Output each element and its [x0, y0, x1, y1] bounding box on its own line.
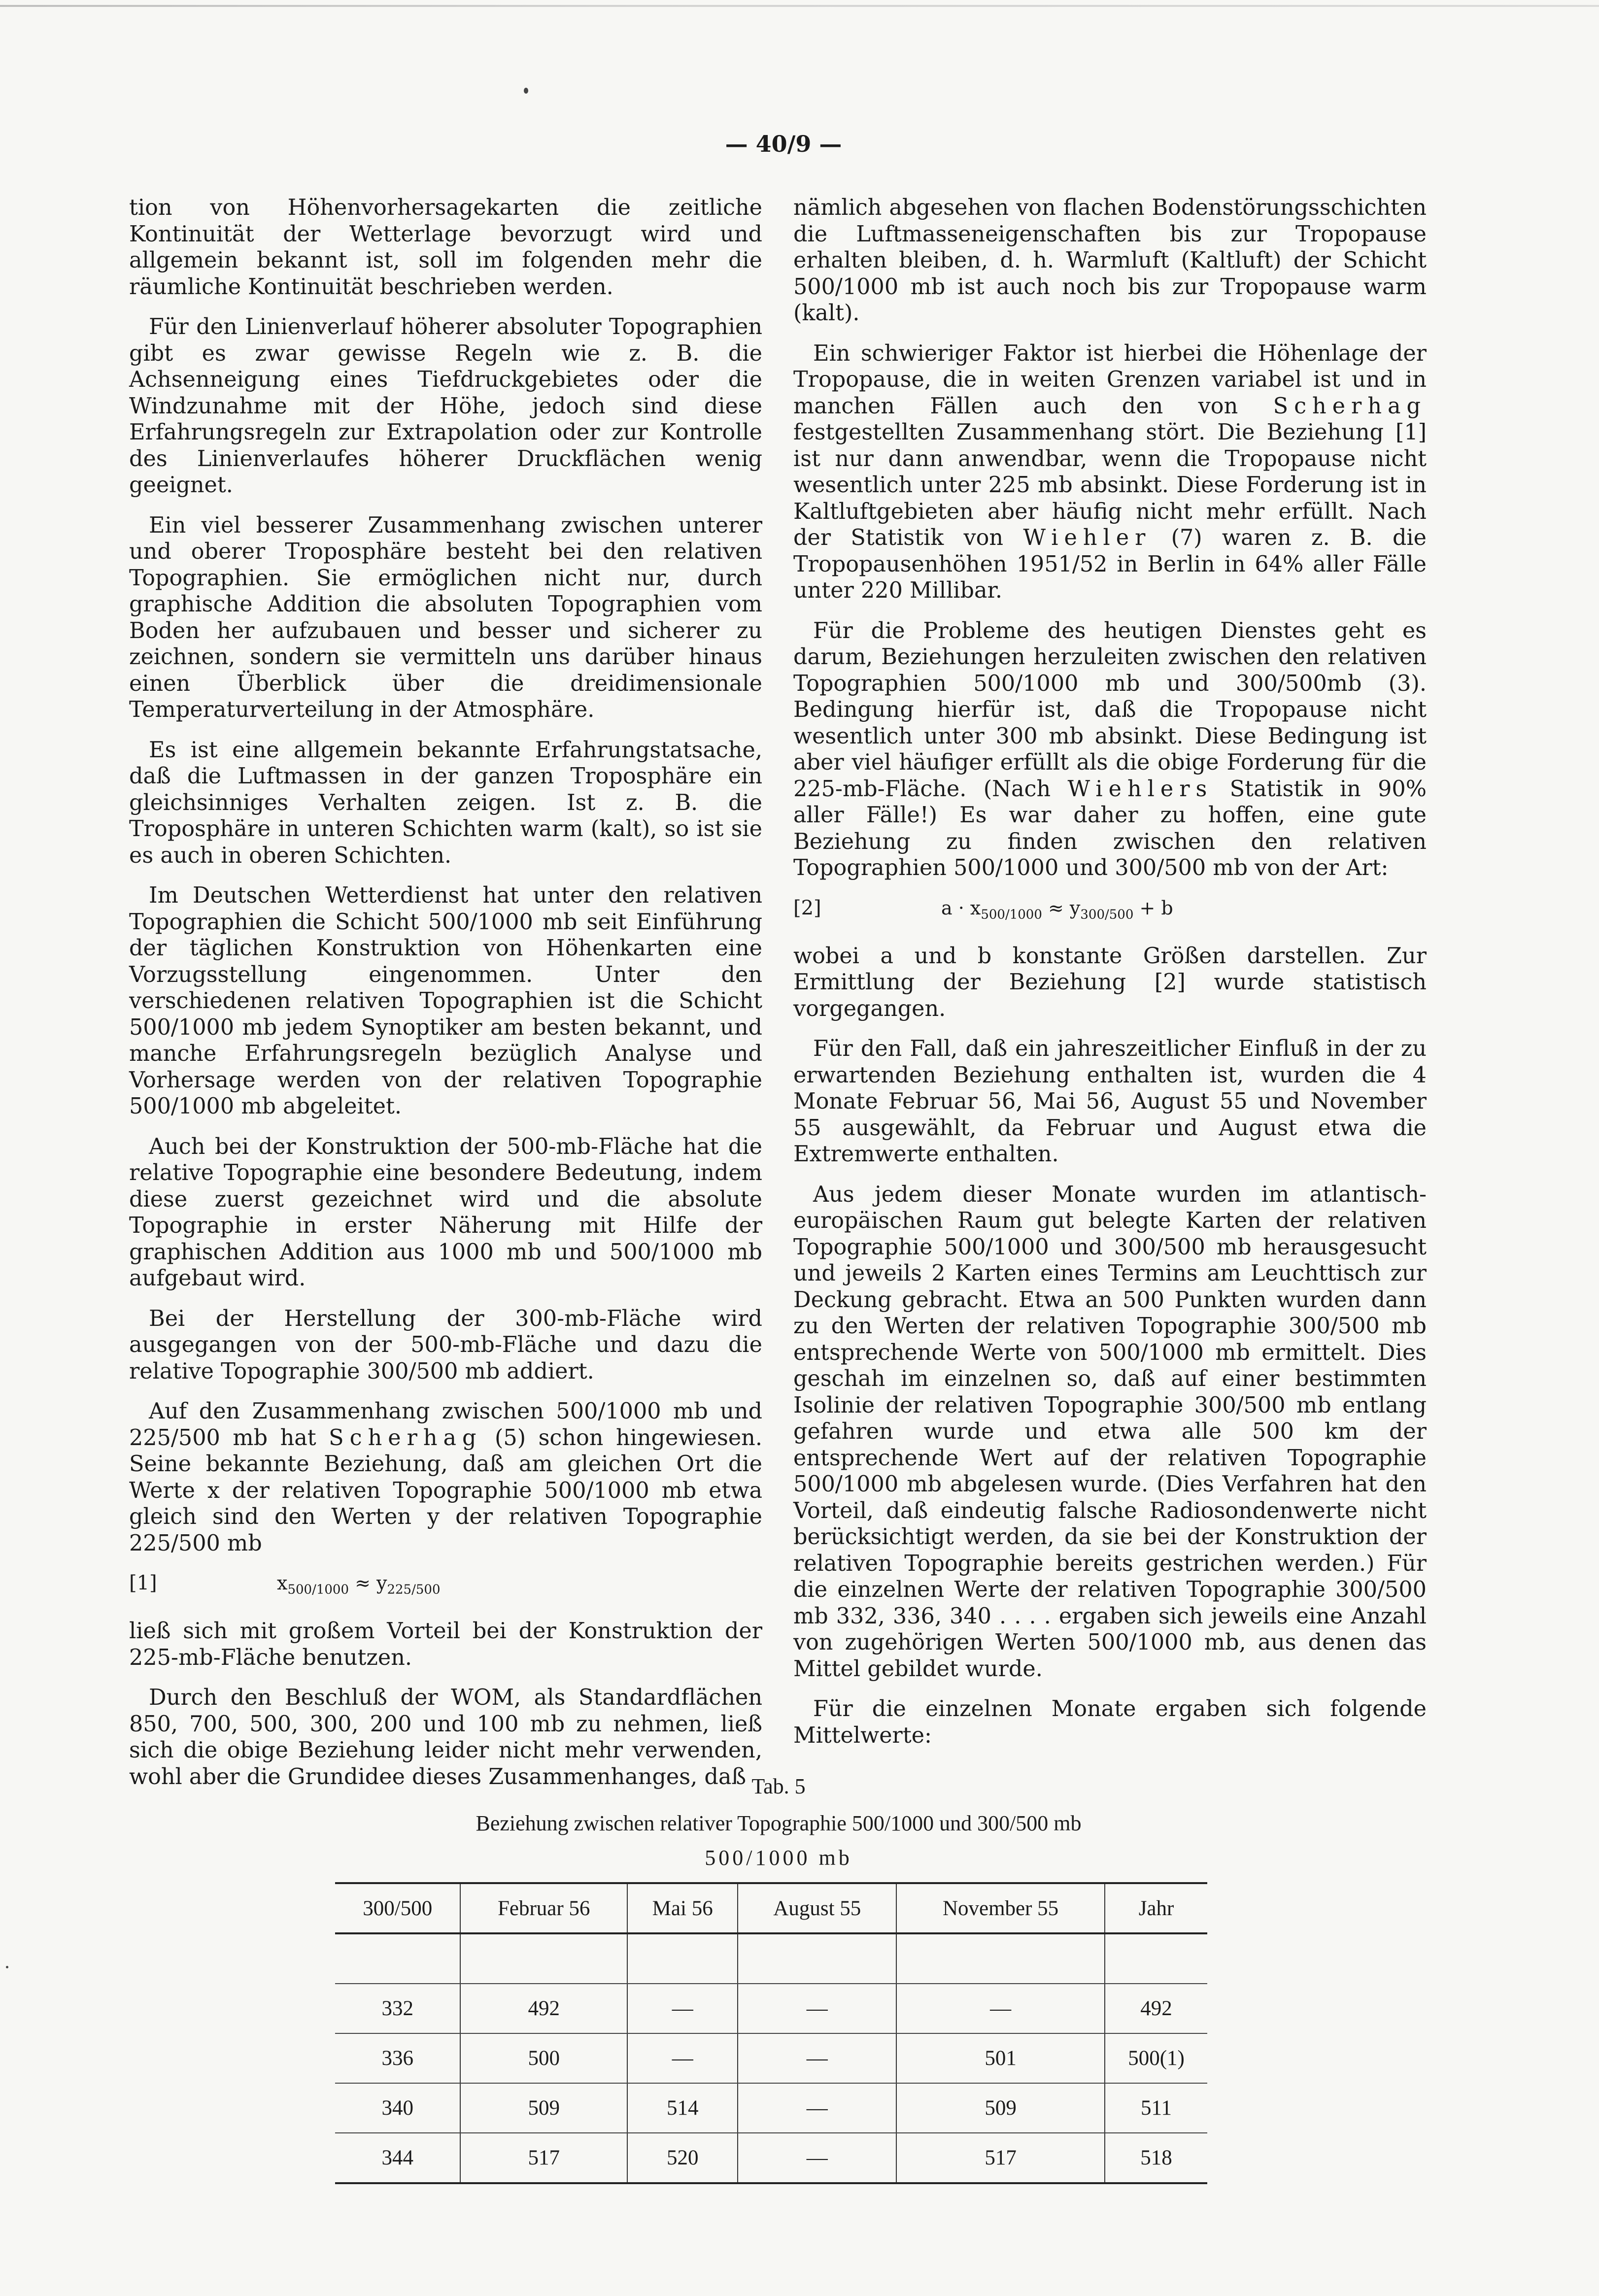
page-number: — 40/9 —	[725, 131, 842, 157]
table-cell: 517	[896, 2133, 1105, 2183]
table-cell: 332	[335, 1984, 460, 2033]
formula-subscript: 300/500	[1080, 907, 1134, 922]
formula-expression	[277, 1570, 440, 1603]
paragraph: Für die einzelnen Monate ergaben sich folgende Mittelwerte:	[793, 1696, 1427, 1748]
table-cell: 492	[460, 1984, 627, 2033]
table-cell: 336	[335, 2033, 460, 2083]
left-column	[129, 195, 762, 1804]
table-cell: —	[627, 2033, 738, 2083]
paragraph	[793, 618, 1427, 881]
table-cell: 501	[896, 2033, 1105, 2083]
table-cell: 344	[335, 2133, 460, 2183]
table-cell: 514	[627, 2083, 738, 2133]
paragraph: wobei a und b konstante Größen darstellen. Zur Ermittlung der Beziehung [2] wurde statistisch vorgegangen.	[793, 943, 1427, 1021]
paragraph: Auch bei der Konstruktion der 500-mb-Fläche hat die relative Topographie eine besondere Bedeutung, indem diese zuerst gezeichnet wird und die absolute Topographie in erster Näherung mit Hilfe der graphischen Addition aus 1000 mb und 500/1000 mb aufgebaut wird.	[129, 1134, 762, 1291]
table-cell: 500(1)	[1105, 2033, 1207, 2083]
author-name: Scherhag	[1273, 393, 1427, 419]
table-header-row	[335, 1883, 1207, 1933]
table-cell: 517	[460, 2133, 627, 2183]
table-cell: 518	[1105, 2133, 1207, 2183]
table-title: Beziehung zwischen relativer Topographie 500/1000 und 300/500 mb	[476, 1811, 1082, 1835]
column-header: Mai 56	[627, 1883, 738, 1933]
paragraph-text: Für die Probleme des heutigen Dienstes geht es darum, Beziehungen herzuleiten zwischen den relativen Topographien 500/1000 mb und 300/500mb (3). Bedingung hierfür ist, daß die Tropopause nicht wesentlich unter 300 mb absinkt. Diese Bedingung ist aber viel häufiger erfüllt als die obige Forderung für die 225-mb-Fläche. (Nach	[793, 618, 1427, 802]
paragraph	[129, 1398, 762, 1556]
table-row	[335, 2133, 1207, 2183]
formula-operator: ≈	[349, 1572, 376, 1594]
table-row	[335, 2083, 1207, 2133]
table-cell: —	[738, 2033, 896, 2083]
formula-expression	[941, 895, 1173, 928]
paragraph-text: festgestellten Zusammenhang stört. Die Beziehung [1] ist nur dann anwendbar, wenn die Tropopause nicht wesentlich unter 225 mb absinkt. Diese Forderung ist in Kaltluftgebieten aber häufig nicht mehr erfüllt. Nach der Statistik von	[793, 420, 1427, 550]
table-cell: —	[738, 1984, 896, 2033]
table-cell: 492	[1105, 1984, 1207, 2033]
table-cell: —	[896, 1984, 1105, 2033]
formula-number: [2]	[793, 896, 821, 919]
paragraph: ließ sich mit großem Vorteil bei der Konstruktion der 225-mb-Fläche benutzen.	[129, 1619, 762, 1670]
column-header: Jahr	[1105, 1883, 1207, 1933]
table-subtitle: 500/1000 mb	[705, 1846, 852, 1870]
paragraph: Es ist eine allgemein bekannte Erfahrungstatsache, daß die Luftmassen in der ganzen Troposphäre ein gleichsinniges Verhalten zeigen. Ist z. B. die Troposphäre in unteren Schichten warm (kalt), so ist sie es auch in oberen Schichten.	[129, 737, 762, 868]
table-cell: —	[738, 2133, 896, 2183]
scan-speck	[6, 1966, 8, 1968]
table-row	[335, 1984, 1207, 2033]
table-cell: 509	[896, 2083, 1105, 2133]
table-cell: 340	[335, 2083, 460, 2133]
table-cell: 509	[460, 2083, 627, 2133]
table-cell: 511	[1105, 2083, 1207, 2133]
author-name: Wiehlers	[1067, 776, 1213, 802]
formula-number: [1]	[129, 1572, 157, 1594]
formula-term: + b	[1133, 897, 1173, 919]
paragraph-text: (7) waren z. B. die Tropopausenhöhen 1951/52 in Berlin in 64% aller Fälle unter 220 Millibar.	[793, 525, 1427, 603]
table-label: Tab. 5	[751, 1774, 806, 1798]
paragraph: Bei der Herstellung der 300-mb-Fläche wird ausgegangen von der 500-mb-Fläche und dazu die relative Topographie 300/500 mb addiert.	[129, 1306, 762, 1384]
paragraph: Für den Linienverlauf höherer absoluter Topographien gibt es zwar gewisse Regeln wie z. B. die Achsenneigung eines Tiefdruckgebietes oder die Windzunahme mit der Höhe, jedoch sind diese Erfahrungsregeln zur Extrapolation oder zur Kontrolle des Linienverlaufes höherer Druckflächen wenig geeignet.	[129, 314, 762, 498]
paragraph	[793, 340, 1427, 604]
formula-var: y	[376, 1572, 387, 1594]
formula-operator: ≈ y	[1042, 897, 1081, 919]
right-column	[793, 195, 1427, 1762]
paragraph: nämlich abgesehen von flachen Bodenstörungsschichten die Luftmasseneigenschaften bis zur Tropopause erhalten bleiben, d. h. Warmluft (Kaltluft) der Schicht 500/1000 mb ist auch noch bis zur Tropopause warm (kalt).	[793, 195, 1427, 326]
table-cell: 500	[460, 2033, 627, 2083]
paragraph-text: Auf den Zusammenhang zwischen 500/1000 mb und 225/500 mb hat	[129, 1399, 762, 1451]
paragraph: Für den Fall, daß ein jahreszeitlicher Einfluß in der zu erwartenden Beziehung enthalten ist, wurden die 4 Monate Februar 56, Mai 56, August 55 und November 55 ausgewählt, da Februar und August etwa die Extremwerte enthalten.	[793, 1036, 1427, 1167]
column-header: Februar 56	[460, 1883, 627, 1933]
data-table	[335, 1882, 1207, 2184]
paragraph: Aus jedem dieser Monate wurden im atlantisch-europäischen Raum gut belegte Karten der relativen Topographie 500/1000 und 300/500 mb herausgesucht und jeweils 2 Karten eines Termins am Leuchttisch zur Deckung gebracht. Etwa an 500 Punkten wurden dann zu den Werten der relativen Topographie 300/500 mb entsprechende Werte von 500/1000 mb ermittelt. Dies geschah im einzelnen so, daß auf einer bestimmten Isolinie der relativen Topographie 300/500 mb entlang gefahren wurde und etwa alle 500 km der entsprechende Wert auf der relativen Topographie 500/1000 mb abgelesen wurde. (Dies Verfahren hat den Vorteil, daß eindeutig falsche Radiosondenwerte nicht berücksichtigt werden, da sie bei der Konstruktion der relativen Topographie bereits gestrichen werden.) Für die einzelnen Werte der relativen Topographie 300/500 mb 332, 336, 340 . . . . ergaben sich jeweils eine Anzahl von zugehörigen Werten 500/1000 mb, aus denen das Mittel gebildet wurde.	[793, 1182, 1427, 1682]
table-row	[335, 2033, 1207, 2083]
paragraph-text: Statistik in 90% aller Fälle!) Es war daher zu hoffen, eine gute Beziehung zu finden zwischen den relativen Topographien 500/1000 und 300/500 mb von der Art:	[793, 776, 1427, 880]
table-cell: —	[738, 2083, 896, 2133]
formula-var: x	[277, 1572, 288, 1594]
formula-subscript: 500/1000	[287, 1582, 349, 1597]
table-cell: 520	[627, 2133, 738, 2183]
column-header: November 55	[896, 1883, 1105, 1933]
formula-subscript: 500/1000	[981, 907, 1042, 922]
paragraph: tion von Höhenvorhersagekarten die zeitliche Kontinuität der Wetterlage bevorzugt wird und allgemein bekannt ist, soll im folgenden mehr die räumliche Kontinuität beschrieben werden.	[129, 195, 762, 300]
paragraph-text: (5) schon hingewiesen. Seine bekannte Beziehung, daß am gleichen Ort die Werte x der relativen Topographie 500/1000 mb etwa gleich sind den Werten y der relativen Topographie 225/500 mb	[129, 1425, 762, 1556]
paragraph-text: Ein schwieriger Faktor ist hierbei die Höhenlage der Tropopause, die in weiten Grenzen variabel ist und in manchen Fällen auch den von	[793, 340, 1427, 419]
formula-subscript: 225/500	[387, 1582, 441, 1597]
author-name: Scherhag	[329, 1425, 482, 1451]
table-cell: —	[627, 1984, 738, 2033]
formula-2	[793, 895, 1427, 928]
formula-term: a · x	[941, 897, 981, 919]
table-spacer	[335, 1933, 1207, 1984]
paragraph: Im Deutschen Wetterdienst hat unter den relativen Topographien die Schicht 500/1000 mb seit Einführung der täglichen Konstruktion von Höhenkarten eine Vorzugsstellung eingenommen. Unter den verschiedenen relativen Topographien ist die Schicht 500/1000 mb jedem Synoptiker am besten bekannt, und manche Erfahrungsregeln bezüglich Analyse und Vorhersage werden von der relativen Topographie 500/1000 mb abgeleitet.	[129, 883, 762, 1119]
scan-edge-line	[0, 5, 1599, 7]
formula-1	[129, 1570, 762, 1603]
column-header: 300/500	[335, 1883, 460, 1933]
paragraph: Durch den Beschluß der WOM, als Standardflächen 850, 700, 500, 300, 200 und 100 mb zu nehmen, ließ sich die obige Beziehung leider nicht mehr verwenden, wohl aber die Grundidee dieses Zusammenhanges, daß	[129, 1685, 762, 1790]
paragraph: Ein viel besserer Zusammenhang zwischen unterer und oberer Troposphäre besteht bei den relativen Topographien. Sie ermöglichen nicht nur, durch graphische Addition die absoluten Topographien vom Boden her aufzubauen und besser und sicherer zu zeichnen, sondern sie vermitteln uns darüber hinaus einen Überblick über die dreidimensionale Temperaturverteilung in der Atmosphäre.	[129, 512, 762, 722]
scan-speck	[524, 88, 528, 94]
column-header: August 55	[738, 1883, 896, 1933]
author-name: Wiehler	[1023, 525, 1152, 550]
